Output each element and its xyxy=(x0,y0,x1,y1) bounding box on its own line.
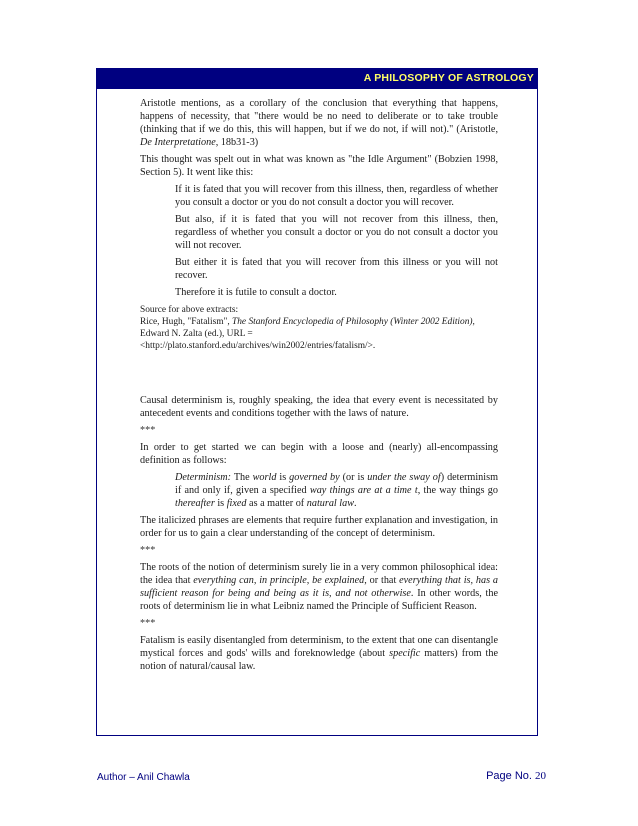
text: Rice, Hugh, "Fatalism", xyxy=(140,317,233,327)
text-italic: specific xyxy=(389,648,421,659)
quote-2: But also, if it is fated that you will not recover from this illness, then, regardless of whether you consult a doctor or you do not consult a doctor you will not recover. xyxy=(175,214,498,251)
text: . xyxy=(354,498,357,509)
paragraph-roots xyxy=(140,561,498,613)
separator: *** xyxy=(140,618,156,629)
text: matters) from the notion of natural/causal law. xyxy=(140,648,498,672)
footer-page-number xyxy=(486,770,546,782)
definition xyxy=(175,471,498,510)
text-italic: De Interpretatione xyxy=(140,137,216,148)
text-italic: under the sway of xyxy=(367,472,441,483)
paragraph-aristotle xyxy=(140,97,498,149)
header-bar xyxy=(96,68,538,89)
text: . In other words, the roots of determinism lie in what Leibniz named the Principle of Sufficient Reason. xyxy=(140,588,498,612)
separator: *** xyxy=(140,545,156,556)
text-italic: thereafter xyxy=(175,498,215,509)
text-italic: fixed xyxy=(226,498,247,509)
text: , 18b31-3) xyxy=(215,137,259,148)
source-line xyxy=(140,316,498,328)
text: The xyxy=(231,472,253,483)
source-line: Source for above extracts: xyxy=(140,305,239,315)
text: , xyxy=(472,317,475,327)
text: Fatalism is easily disentangled from determinism, to the extent that one can disentangle mystical forces and gods' wills and foreknowledge (about xyxy=(140,635,498,659)
source-line: Edward N. Zalta (ed.), URL = xyxy=(140,329,253,339)
quote-1: If it is fated that you will recover from this illness, then, regardless of whether you consult a doctor or you do not consult a doctor you will recover. xyxy=(175,184,498,208)
text: The roots of the notion of determinism surely lie in a very common philosophical idea: the idea that xyxy=(140,562,498,586)
paragraph-italicized-phrases: The italicized phrases are elements that require further explanation and investigation, in order for us to gain a clear understanding of the concept of determinism. xyxy=(140,515,498,539)
text: is xyxy=(214,498,227,509)
text: (or is xyxy=(339,472,368,483)
text: , or that xyxy=(364,575,400,586)
source-note xyxy=(140,304,498,352)
text-italic: governed by xyxy=(289,472,340,483)
body-content xyxy=(140,97,498,677)
paragraph-fatalism xyxy=(140,634,498,673)
text: is xyxy=(276,472,290,483)
text-italic: Determinism: xyxy=(175,472,232,483)
page-label: Page No. xyxy=(486,770,535,782)
text-italic: The Stanford Encyclopedia of Philosophy (Winter 2002 Edition) xyxy=(232,317,473,327)
paragraph-definition-intro: In order to get started we can begin with a loose and (nearly) all-encompassing definition as follows: xyxy=(140,442,498,466)
text-italic: world xyxy=(252,472,277,483)
text-italic: natural law xyxy=(306,498,355,509)
text-italic: everything that is, has a sufficient reason for being and being as it is, and not otherwise xyxy=(140,575,498,599)
text-italic: way things are at a time t xyxy=(309,485,418,496)
quote-3: But either it is fated that you will recover from this illness or you will not recover. xyxy=(175,257,498,281)
text: ) determinism if and only if, given a specified xyxy=(175,472,498,496)
text: Aristotle mentions, as a corollary of the conclusion that everything that happens, happens of necessity, that "there would be no need to deliberate or to take trouble (thinking that if we do this, this will happen, but if we do not, if will not)." (Aristotle, xyxy=(140,98,498,135)
spacer xyxy=(140,352,498,394)
text-italic: everything can, in principle, be explained xyxy=(193,575,365,586)
source-url: <http://plato.stanford.edu/archives/win2002/entries/fatalism/>. xyxy=(140,341,376,351)
text: , the way things go xyxy=(417,485,498,496)
paragraph-causal-determinism: Causal determinism is, roughly speaking, the idea that every event is necessitated by antecedent events and conditions together with the laws of nature. xyxy=(140,395,498,419)
quote-4: Therefore it is futile to consult a doctor. xyxy=(175,287,337,298)
header-title: A PHILOSOPHY OF ASTROLOGY xyxy=(363,72,534,84)
text: as a matter of xyxy=(246,498,307,509)
page-num: 20 xyxy=(535,770,546,782)
footer-author: Author – Anil Chawla xyxy=(97,772,190,783)
paragraph-idle-argument: This thought was spelt out in what was known as "the Idle Argument" (Bobzien 1998, Section 5). It went like this: xyxy=(140,154,498,178)
separator: *** xyxy=(140,425,156,436)
